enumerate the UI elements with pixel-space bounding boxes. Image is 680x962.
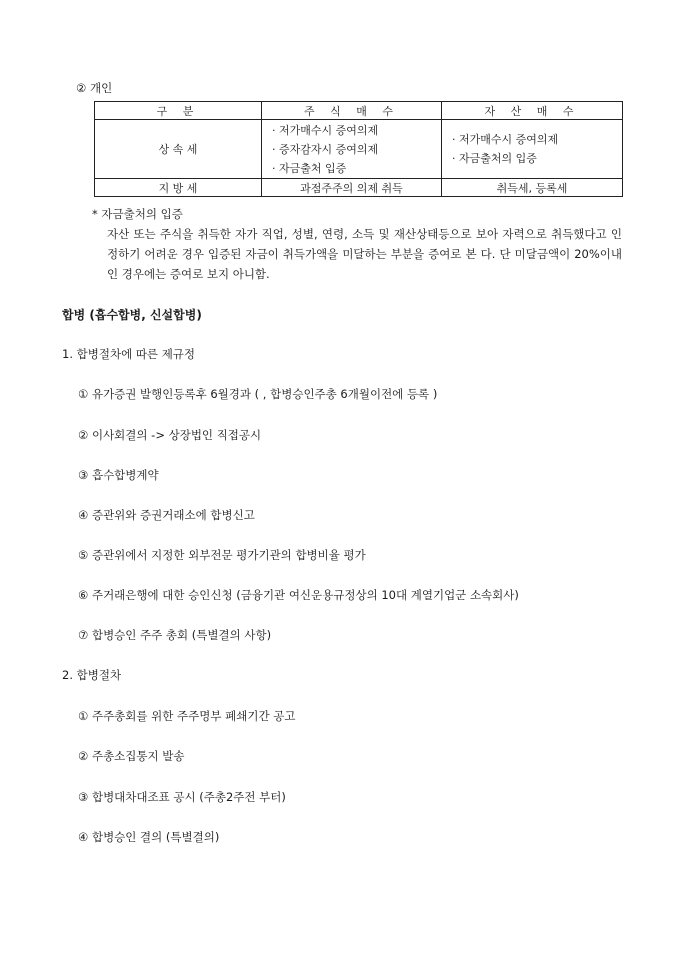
row-label: 지 방 세 <box>95 179 262 197</box>
list-item: ⑦ 합병승인 주주 총회 (특별결의 사항) <box>78 628 272 642</box>
list-item: ⑥ 주거래은행에 대한 승인신청 (금융기관 여신운용규정상의 10대 계열기업군 소속회사) <box>78 588 519 602</box>
header-category: 구 분 <box>95 102 262 120</box>
asset-cell <box>442 120 623 179</box>
list-item: ① 주주총회를 위한 주주명부 폐쇄기간 공고 <box>78 709 296 723</box>
stock-cell <box>262 120 442 179</box>
section-title-regulations: 1. 합병절차에 따른 제규정 <box>62 347 196 361</box>
list-item: ② 주총소집통지 발송 <box>78 749 185 763</box>
cell-line: · 저가매수시 증여의제 <box>272 123 379 137</box>
cell-line: · 자금출처의 입증 <box>452 152 537 165</box>
stock-cell: 과점주주의 의제 취득 <box>262 179 442 197</box>
cell-line: · 자금출처 입증 <box>272 161 347 175</box>
section-title-procedure: 2. 합병절차 <box>62 668 122 682</box>
list-item: ④ 합병승인 결의 (특별결의) <box>78 830 220 844</box>
list-item: ⑤ 증관위에서 지정한 외부전문 평가기관의 합병비율 평가 <box>78 548 366 562</box>
row-label: 상 속 세 <box>95 120 262 179</box>
table-header-row <box>95 102 623 120</box>
individual-heading: ② 개인 <box>76 81 113 95</box>
table-row-inheritance-tax <box>95 120 623 179</box>
list-item: ② 이사회결의 -> 상장법인 직접공시 <box>78 428 262 442</box>
list-item: ③ 합병대차대조표 공시 (주총2주전 부터) <box>78 790 286 804</box>
list-item: ① 유가증권 발행인등록후 6월경과 ( , 합병승인주총 6개월이전에 등록 ) <box>78 387 438 401</box>
asset-cell: 취득세, 등록세 <box>442 179 623 197</box>
cell-line: · 증자감자시 증여의제 <box>272 142 379 156</box>
header-asset-purchase: 자 산 매 수 <box>442 102 623 120</box>
cell-line: · 저가매수시 증여의제 <box>452 133 559 146</box>
tax-comparison-table <box>94 101 623 197</box>
list-item: ④ 증관위와 증권거래소에 합병신고 <box>78 508 255 522</box>
note-title: * 자금출처의 입증 <box>92 207 183 221</box>
note-body: 자산 또는 주식을 취득한 자가 직업, 성별, 연령, 소득 및 재산상태등으로 보아 자력으로 취득했다고 인정하기 어려운 경우 입증된 자금이 취득가액을 미달하는 부분을 증여로 본 다. 단 미달금액이 20%이내인 경우에는 증여로 보지 아니함. <box>107 227 622 281</box>
header-stock-purchase: 주 식 매 수 <box>262 102 442 120</box>
table-row-local-tax <box>95 179 623 197</box>
merger-title: 합병 (흡수합병, 신설합병) <box>62 308 202 322</box>
list-item: ③ 흡수합병계약 <box>78 468 159 482</box>
